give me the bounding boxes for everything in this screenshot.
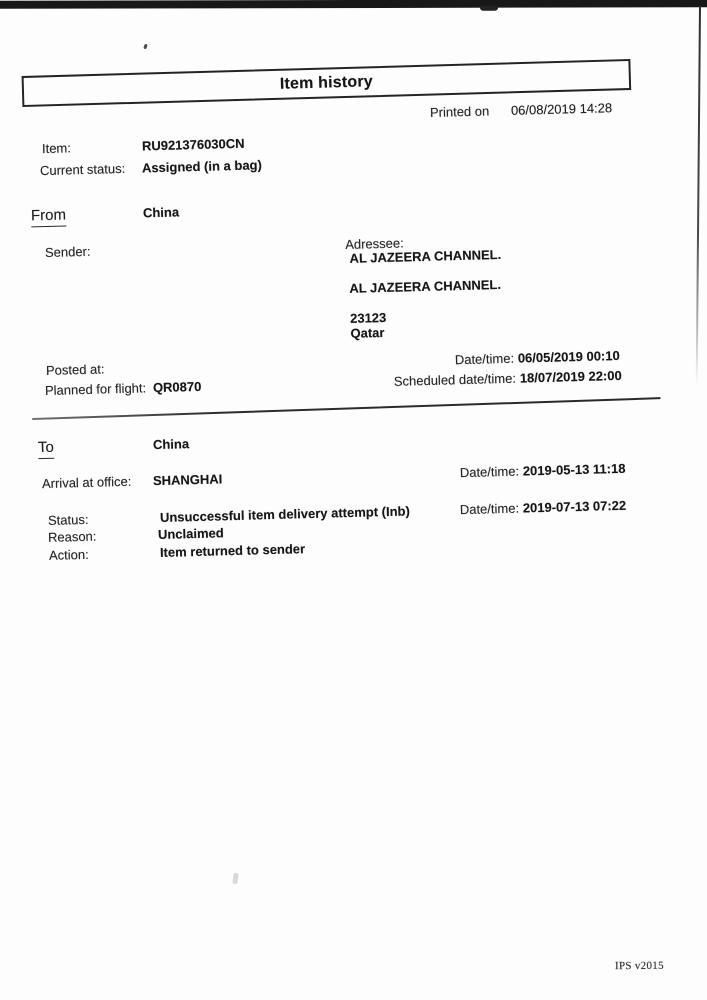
scan-speck (232, 873, 238, 885)
addressee-line: 23123 (349, 309, 387, 326)
ips-version-label: IPS v2015 (614, 959, 664, 973)
title-box (22, 59, 632, 107)
arrival-row (0, 459, 707, 495)
scheduled-datetime-value: 18/07/2019 22:00 (519, 367, 622, 386)
scheduled-datetime-label: Scheduled date/time: (393, 370, 517, 389)
from-heading: From (31, 206, 67, 227)
action-label: Action: (48, 546, 89, 563)
arrival-value: SHANGHAI (152, 471, 223, 489)
to-heading-row (0, 422, 707, 462)
item-label: Item: (41, 140, 72, 157)
posted-datetime-label: Date/time: (454, 350, 515, 368)
addressee-line: Qatar (350, 325, 385, 341)
current-status-value: Assigned (in a bag) (141, 157, 263, 176)
status-datetime-label: Date/time: (459, 500, 520, 518)
status-label: Status: (47, 511, 89, 528)
from-country: China (142, 204, 180, 221)
arrival-datetime-label: Date/time: (459, 463, 520, 481)
status-value: Unsuccessful item delivery attempt (Inb) (159, 503, 411, 525)
status-datetime-value: 2019-07-13 07:22 (522, 497, 627, 516)
to-heading: To (38, 439, 54, 459)
printed-on-value: 06/08/2019 14:28 (510, 100, 613, 118)
flight-value: QR0870 (152, 378, 202, 396)
page-title: Item history (279, 72, 374, 93)
from-heading-row (0, 190, 707, 230)
item-value: RU921376030CN (141, 135, 245, 154)
to-country: China (152, 436, 190, 453)
section-divider-line (32, 397, 661, 420)
addressee-label: Adressee: (345, 235, 404, 252)
flight-label: Planned for flight: (44, 380, 147, 398)
scan-edge-top-bar (0, 0, 707, 9)
addressee-line: AL JAZEERA CHANNEL. (349, 276, 502, 296)
printed-on-label: Printed on (429, 103, 490, 120)
sender-label: Sender: (44, 243, 91, 260)
posted-at-label: Posted at: (45, 361, 105, 378)
scan-speck (143, 44, 148, 50)
reason-label: Reason: (47, 528, 97, 545)
current-status-label: Current status: (39, 160, 126, 179)
action-value: Item returned to sender (159, 541, 306, 560)
reason-value: Unclaimed (157, 525, 224, 543)
arrival-label: Arrival at office: (41, 473, 132, 492)
addressee-line: AL JAZEERA CHANNEL. (349, 246, 502, 266)
posted-datetime-value: 06/05/2019 00:10 (517, 347, 620, 366)
arrival-datetime-value: 2019-05-13 11:18 (522, 460, 626, 479)
